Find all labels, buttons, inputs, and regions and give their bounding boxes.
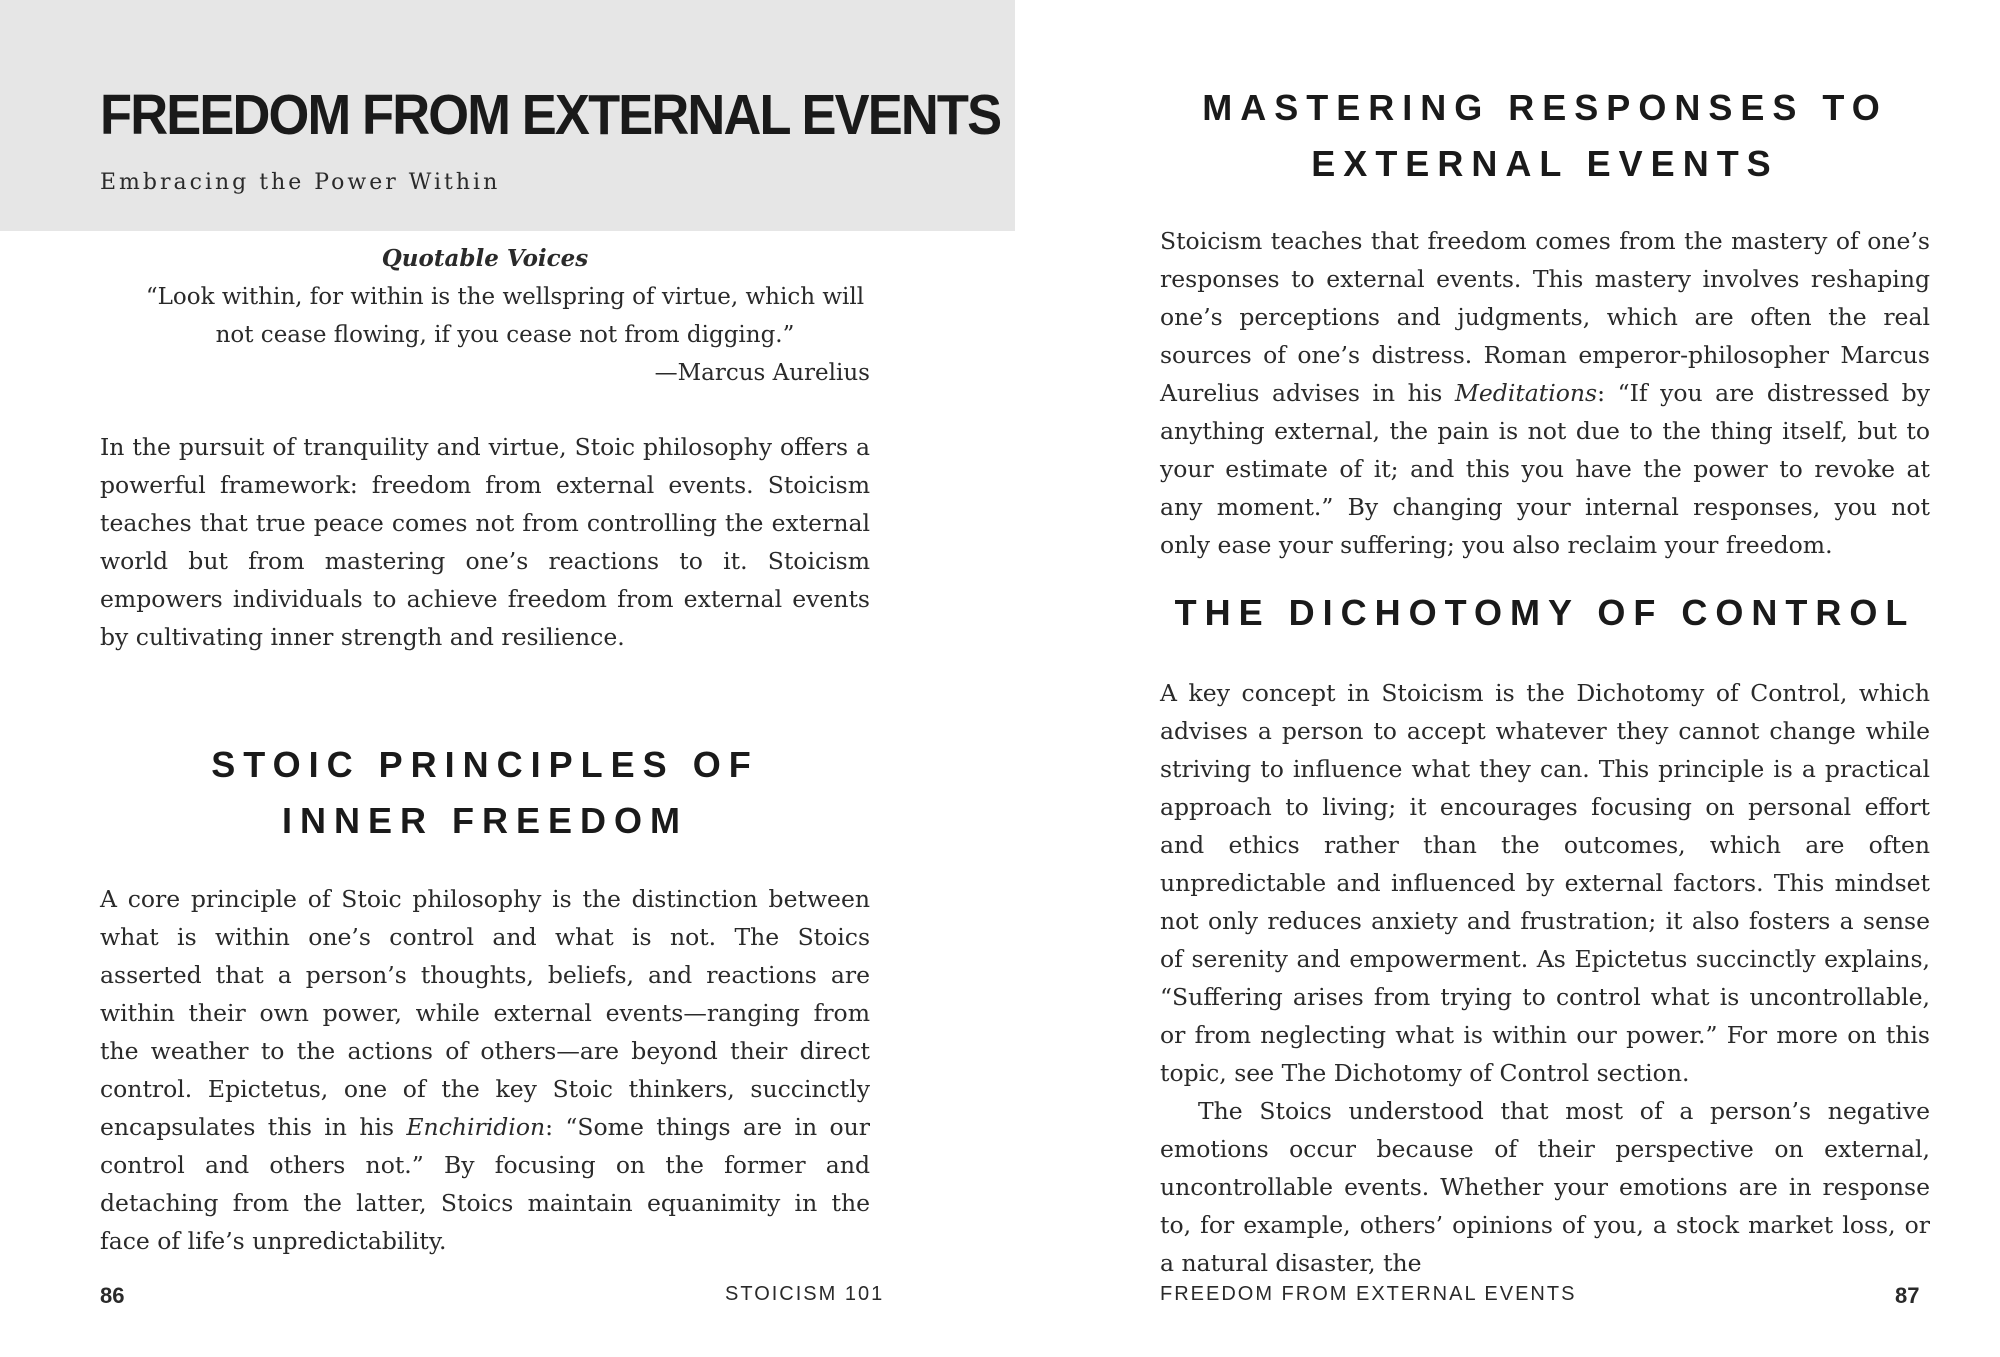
paragraph-text-part2: : “Some things are in our control and others not.” By focusing on the former and detaching from the latter, Stoics maintain equanimity in the face of life’s unpredictability. <box>100 1113 870 1255</box>
chapter-subtitle: Embracing the Power Within <box>100 170 501 195</box>
stoic-principles-paragraph <box>100 880 870 1260</box>
quote-attribution: —Marcus Aurelius <box>654 360 870 386</box>
paragraph1-part1: Stoicism teaches that freedom comes from the mastery of one’s responses to external events. This mastery involves reshaping one’s perceptions and judgments, which are often the real sources of one’s distress. Roman emperor-philosopher Marcus Aurelius advises in his <box>1160 227 1930 407</box>
heading1-line2: EXTERNAL EVENTS <box>1311 143 1779 184</box>
paragraph1-part2: : “If you are distressed by anything external, the pain is not due to the thing itself, but to your estimate of it; and this you have the power to revoke at any moment.” By changing your internal responses, you not only ease your suffering; you also reclaim your freedom. <box>1160 379 1930 559</box>
chapter-title: FREEDOM FROM EXTERNAL EVENTS <box>100 83 1001 147</box>
section-heading-dichotomy: THE DICHOTOMY OF CONTROL <box>1174 592 1916 633</box>
heading1-line1: MASTERING RESPONSES TO <box>1202 87 1888 128</box>
dichotomy-paragraphs <box>1160 674 1930 1282</box>
page-number-left: 86 <box>100 1283 125 1308</box>
section-heading-line2: INNER FREEDOM <box>281 800 688 841</box>
dichotomy-paragraph-2: The Stoics understood that most of a person’s negative emotions occur because of their perspective on external, uncontrollable events. Whether your emotions are in response to, for example, others’ opinions of you, a stock market loss, or a natural disaster, the <box>1160 1097 1930 1277</box>
dichotomy-paragraph-1: A key concept in Stoicism is the Dichotomy of Control, which advises a person to accept whatever they cannot change while striving to influence what they can. This principle is a practical approach to living; it encourages focusing on personal effort and ethics rather than the outcomes, which are often unpredictable and influenced by external factors. This mindset not only reduces anxiety and frustration; it also fosters a sense of serenity and empowerment. As Epictetus succinctly explains, “Suffering arises from trying to control what is uncontrollable, or from neglecting what is within our power.” For more on this topic, see The Dichotomy of Control section. <box>1160 679 1930 1087</box>
paragraph-text-part1: A core principle of Stoic philosophy is the distinction between what is within one’s control and what is not. The Stoics asserted that a person’s thoughts, beliefs, and reactions are within their own power, while external events—ranging from the weather to the actions of others—are beyond their direct control. Epictetus, one of the key Stoic thinkers, succinctly encapsulates this in his <box>100 885 870 1141</box>
page-number-right: 87 <box>1895 1283 1920 1308</box>
book-title-enchiridion: Enchiridion <box>406 1113 546 1141</box>
section-heading-mastering-responses <box>1160 80 1930 192</box>
section-heading-stoic-principles <box>100 737 870 849</box>
section-heading-line1: STOIC PRINCIPLES OF <box>211 744 759 785</box>
book-title-meditations: Meditations <box>1454 379 1598 407</box>
quotable-voices-block <box>100 240 870 392</box>
quote-heading: Quotable Voices <box>381 245 589 272</box>
running-head-right: FREEDOM FROM EXTERNAL EVENTS <box>1160 1283 1577 1305</box>
running-head-left: STOICISM 101 <box>725 1283 885 1305</box>
mastering-responses-paragraph <box>1160 222 1930 564</box>
intro-paragraph <box>100 428 870 656</box>
intro-paragraph-text: In the pursuit of tranquility and virtue, Stoic philosophy offers a powerful framework: freedom from external events. Stoicism teaches that true peace comes not from controlling the external world but from mastering one’s reactions to it. Stoicism empowers individuals to achieve freedom from external events by cultivating inner strength and resilience. <box>100 433 870 651</box>
quote-text: “Look within, for within is the wellspring of virtue, which will not cease flowing, if you cease not from digging.” <box>145 284 865 348</box>
